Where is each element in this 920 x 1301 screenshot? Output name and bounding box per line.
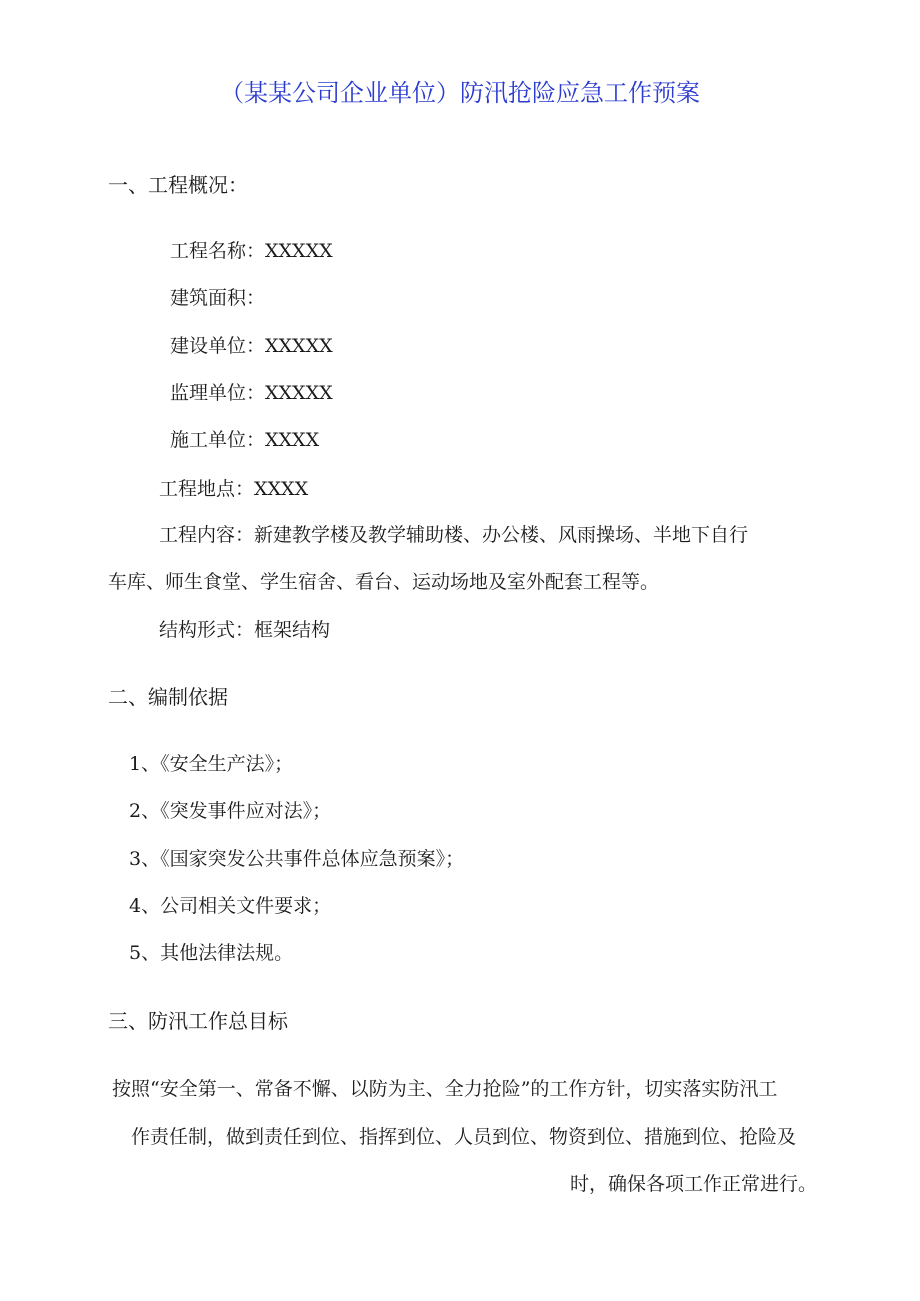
project-content-line-2: 车库、师生食堂、学生宿舍、看台、运动场地及室外配套工程等。 bbox=[108, 571, 660, 593]
basis-item: 4、公司相关文件要求； bbox=[129, 895, 332, 917]
basis-item: 5、其他法律法规。 bbox=[129, 942, 294, 964]
basis-item: 2、《突发事件应对法》； bbox=[129, 800, 332, 822]
structure-type: 结构形式：框架结构 bbox=[159, 619, 331, 641]
goal-paragraph-line-3: 时，确保各项工作正常进行。 bbox=[570, 1173, 818, 1195]
project-location: 工程地点：XXXX bbox=[159, 478, 309, 500]
building-area: 建筑面积： bbox=[170, 287, 266, 309]
basis-item: 3、《国家突发公共事件总体应急预案》； bbox=[129, 848, 465, 870]
document-title: （某某公司企业单位）防汛抢险应急工作预案 bbox=[220, 79, 700, 107]
basis-item: 1、《安全生产法》； bbox=[129, 753, 294, 775]
construction-unit: 建设单位：XXXXX bbox=[170, 335, 333, 357]
supervision-unit: 监理单位：XXXXX bbox=[170, 382, 333, 404]
goal-paragraph-line-2: 作责任制，做到责任到位、指挥到位、人员到位、物资到位、措施到位、抢险及 bbox=[131, 1126, 797, 1148]
goal-paragraph-line-1: 按照“安全第一、常备不懈、以防为主、全力抢险”的工作方针，切实落实防汛工 bbox=[112, 1078, 778, 1100]
project-name: 工程名称：XXXXX bbox=[170, 240, 333, 262]
section-1-heading: 一、工程概况： bbox=[108, 173, 248, 197]
section-2-heading: 二、编制依据 bbox=[108, 685, 228, 709]
section-3-heading: 三、防汛工作总目标 bbox=[108, 1009, 288, 1033]
project-content-line-1: 工程内容：新建教学楼及教学辅助楼、办公楼、风雨操场、半地下自行 bbox=[159, 524, 749, 546]
contractor: 施工单位：XXXX bbox=[170, 429, 320, 451]
